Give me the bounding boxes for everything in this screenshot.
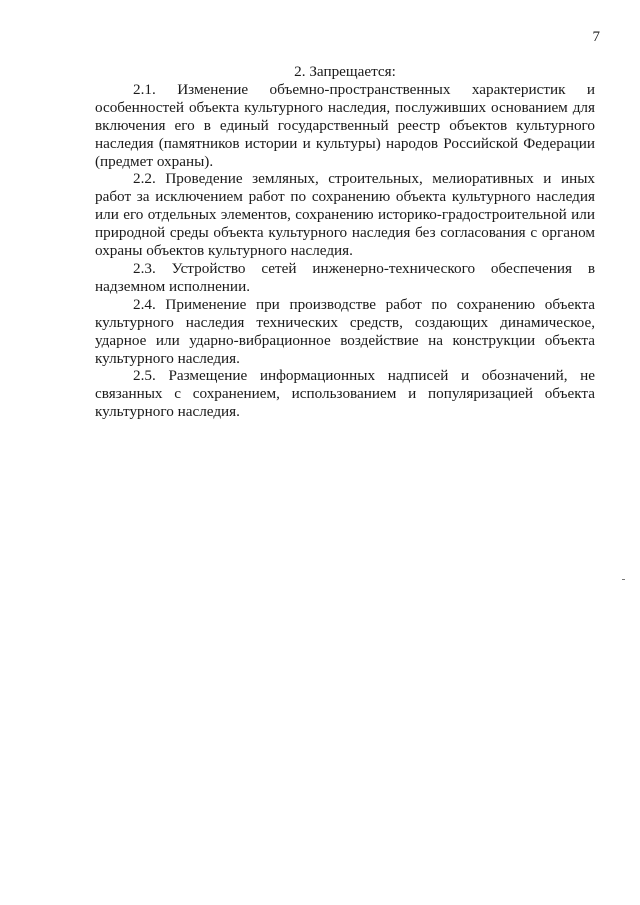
item-number: 2.4.: [133, 295, 156, 313]
list-item-2-5: [95, 367, 595, 421]
section-heading: 2. Запрещается:: [294, 63, 396, 80]
page-number: 7: [592, 29, 600, 45]
margin-mark: [622, 579, 625, 580]
item-text: Изменение объемно-пространственных характеристик и особенностей объекта культурного наследия, послуживших основанием для включения его в единый государственный реестр объектов культурного наследия (памятников истории и культуры) народов Российской Федерации (предмет охраны).: [95, 80, 595, 170]
item-number: 2.2.: [133, 170, 156, 188]
item-text: Устройство сетей инженерно-технического обеспечения в надземном исполнении.: [95, 259, 596, 295]
item-number: 2.5.: [133, 367, 156, 385]
item-text: Проведение земляных, строительных, мелиоративных и иных работ за исключением работ по сохранению объекта культурного наследия или его отдельных элементов, сохранению историко-градостроительной или природной среды объекта культурного наследия без согласования с органом охраны объектов культурного наследия.: [95, 170, 595, 260]
list-item-2-3: [95, 260, 595, 296]
document-body: [95, 63, 595, 421]
item-text: Размещение информационных надписей и обозначений, не связанных с сохранением, использованием и популяризацией объекта культурного наследия.: [95, 367, 596, 421]
item-number: 2.3.: [133, 259, 156, 277]
item-number: 2.1.: [133, 80, 156, 98]
list-item-2-1: [95, 81, 595, 171]
list-item-2-2: [95, 170, 595, 260]
item-text: Применение при производстве работ по сохранению объекта культурного наследия технических средств, создающих динамическое, ударное или ударно-вибрационное воздействие на конструкции объекта культурного наследия.: [95, 295, 596, 367]
list-item-2-4: [95, 296, 595, 368]
